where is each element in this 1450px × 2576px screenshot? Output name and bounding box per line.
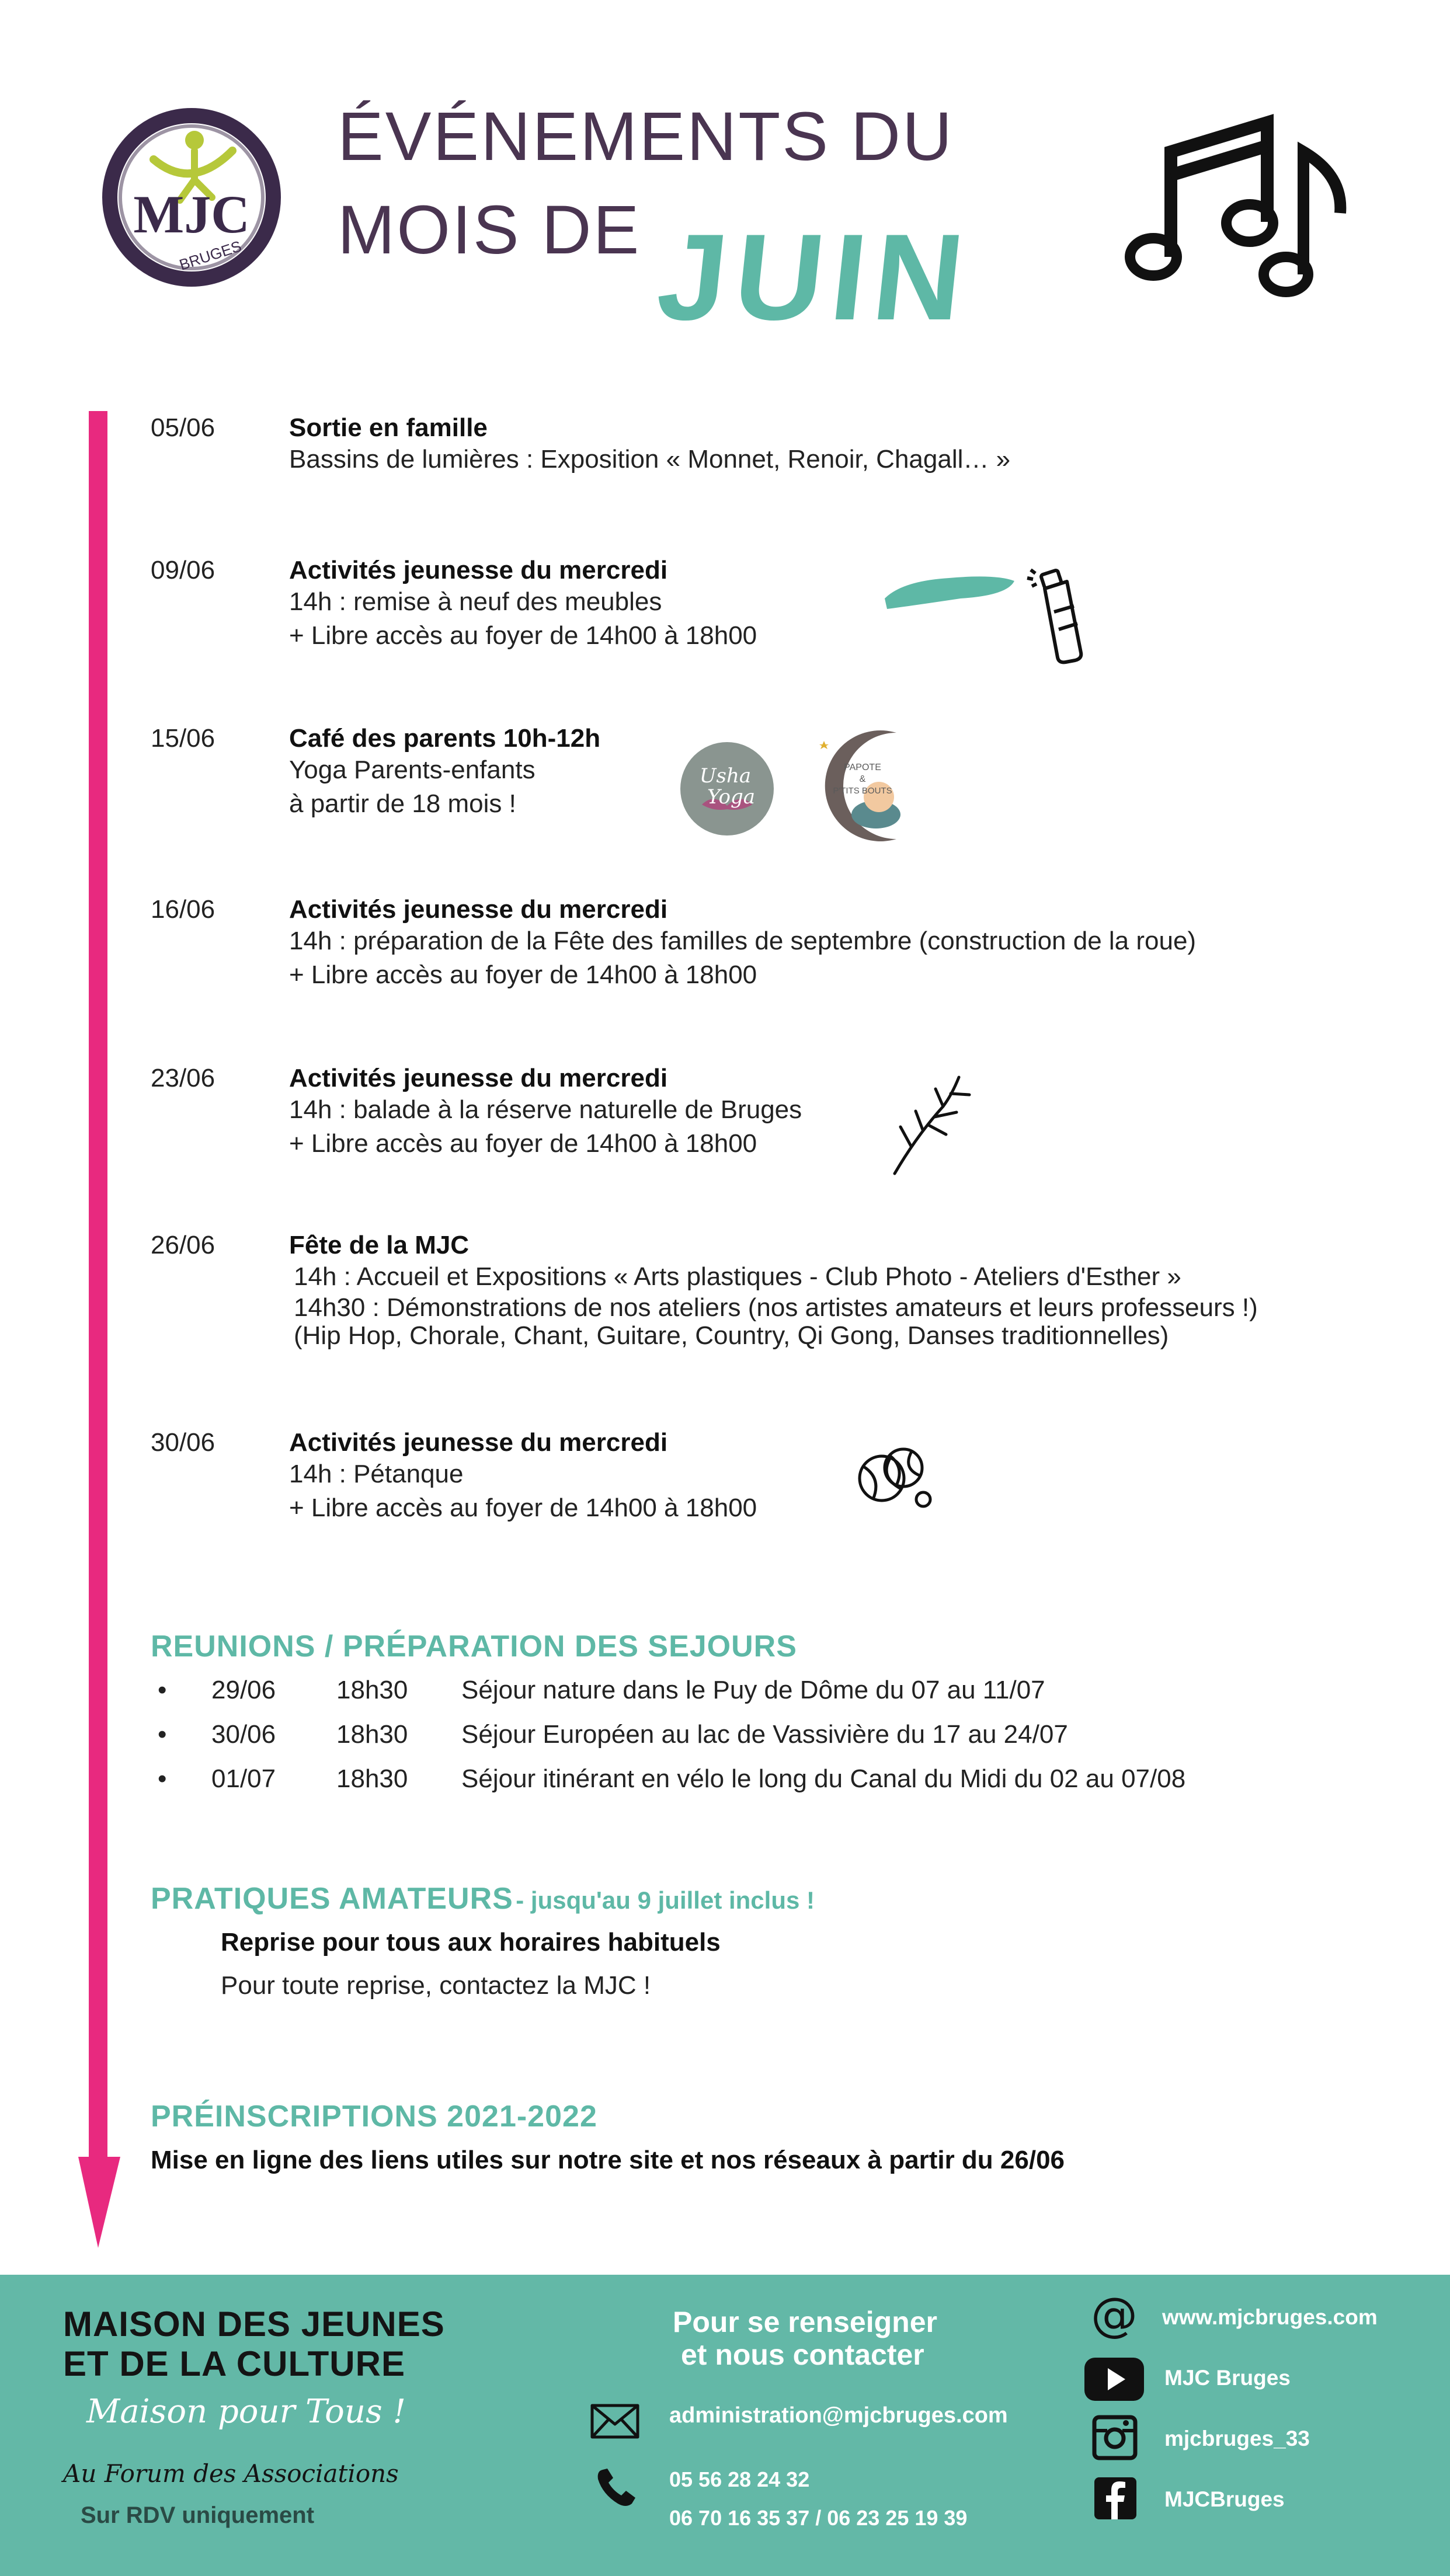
footer-facebook[interactable]: MJCBruges	[1164, 2487, 1285, 2511]
preinscriptions-title: PRÉINSCRIPTIONS 2021-2022	[151, 2100, 597, 2133]
footer-instagram[interactable]: mjcbruges_33	[1164, 2427, 1310, 2450]
event-0506-body	[289, 413, 1010, 476]
reunion-date: 29/06	[211, 1676, 276, 1704]
event-line: + Libre accès au foyer de 14h00 à 18h00	[289, 1129, 757, 1158]
reunions-list	[158, 1676, 1355, 1809]
event-title: Sortie en famille	[289, 413, 488, 442]
music-notes-icon	[1121, 88, 1355, 309]
paint-brush-stroke-icon	[879, 563, 1019, 616]
event-line: 14h : préparation de la Fête des familles de septembre (construction de la roue)	[289, 927, 1197, 955]
bullet-dot: •	[158, 1676, 167, 1704]
footer-youtube[interactable]: MJC Bruges	[1164, 2366, 1291, 2390]
reunion-time: 18h30	[336, 1676, 408, 1704]
event-line: + Libre accès au foyer de 14h00 à 18h00	[289, 1494, 757, 1522]
footer-website[interactable]: www.mjcbruges.com	[1162, 2305, 1378, 2329]
instagram-icon	[1092, 2415, 1138, 2460]
event-1606-body	[289, 895, 1196, 992]
reunion-text: Séjour nature dans le Puy de Dôme du 07 au 11/07	[461, 1676, 1045, 1704]
phone-icon	[594, 2467, 637, 2509]
youtube-icon	[1083, 2356, 1145, 2402]
event-date: 26/06	[151, 1231, 215, 1259]
event-title: Fête de la MJC	[289, 1231, 470, 1259]
branch-icon	[888, 1071, 975, 1176]
papote-ptits-bouts-logo	[809, 727, 937, 847]
event-2306-body	[289, 1064, 802, 1161]
event-line: 14h : remise à neuf des meubles	[289, 587, 662, 616]
event-date: 23/06	[151, 1064, 215, 1092]
footer-rdv: Sur RDV uniquement	[81, 2502, 315, 2528]
event-line: (Hip Hop, Chorale, Chant, Guitare, Country, Qi Gong, Danses traditionnelles)	[294, 1321, 1169, 1350]
footer-name-line2: ET DE LA CULTURE	[63, 2344, 405, 2383]
usha-yoga-logo	[679, 740, 776, 837]
event-0906-body	[289, 556, 757, 653]
event-date: 30/06	[151, 1428, 215, 1457]
event-date: 16/06	[151, 895, 215, 924]
petanque-balls-icon	[856, 1442, 934, 1512]
svg-text:PAPOTE: PAPOTE	[844, 763, 881, 772]
svg-text:Usha: Usha	[699, 764, 752, 788]
event-title: Activités jeunesse du mercredi	[289, 895, 668, 924]
reunion-date: 30/06	[211, 1720, 276, 1749]
event-title: Activités jeunesse du mercredi	[289, 1428, 668, 1457]
svg-text:MJC: MJC	[133, 185, 250, 244]
event-1506-body	[289, 724, 600, 821]
event-date: 15/06	[151, 724, 215, 753]
contact-title-line1: Pour se renseigner	[673, 2306, 937, 2338]
reunion-text: Séjour itinérant en vélo le long du Canal du Midi du 02 au 07/08	[461, 1764, 1186, 1793]
svg-text:BRUGES: BRUGES	[177, 237, 244, 274]
month-title: JUIN	[651, 208, 978, 346]
page-title-line1: ÉVÉNEMENTS DU	[338, 98, 954, 175]
event-line: 14h : Pétanque	[289, 1460, 464, 1488]
pratiques-title: PRATIQUES AMATEURS	[151, 1882, 513, 1916]
list-item	[158, 1676, 1355, 1720]
bullet-dot: •	[158, 1764, 167, 1793]
event-title: Activités jeunesse du mercredi	[289, 556, 668, 584]
reunion-time: 18h30	[336, 1764, 408, 1793]
event-line: + Libre accès au foyer de 14h00 à 18h00	[289, 621, 757, 650]
list-item	[158, 1764, 1355, 1809]
event-line: + Libre accès au foyer de 14h00 à 18h00	[289, 960, 757, 989]
list-item	[158, 1720, 1355, 1764]
reunions-title: REUNIONS / PRÉPARATION DES SEJOURS	[151, 1630, 797, 1663]
timeline-arrow	[76, 411, 123, 2250]
reunion-text: Séjour Européen au lac de Vassivière du 17 au 24/07	[461, 1720, 1068, 1749]
footer-phone2[interactable]: 06 70 16 35 37 / 06 23 25 19 39	[669, 2506, 968, 2530]
footer-motto: Maison pour Tous !	[86, 2393, 406, 2431]
event-line: Bassins de lumières : Exposition « Monnet, Renoir, Chagall… »	[289, 445, 1011, 474]
preinscriptions-text: Mise en ligne des liens utiles sur notre site et nos réseaux à partir du 26/06	[151, 2146, 1065, 2174]
event-title: Activités jeunesse du mercredi	[289, 1064, 668, 1092]
event-date: 05/06	[151, 413, 215, 442]
footer-name-line1: MAISON DES JEUNES	[63, 2305, 445, 2344]
svg-text:Yoga: Yoga	[707, 785, 755, 809]
event-title: Café des parents 10h-12h	[289, 724, 601, 753]
reunion-time: 18h30	[336, 1720, 408, 1749]
bullet-dot: •	[158, 1720, 167, 1749]
event-line: 14h30 : Démonstrations de nos ateliers (nos artistes amateurs et leurs professeurs !)	[294, 1293, 1258, 1322]
svg-text:&: &	[859, 774, 866, 784]
event-3006-body	[289, 1428, 757, 1525]
event-2606-body	[289, 1231, 1258, 1350]
svg-text:@: @	[1091, 2292, 1138, 2339]
footer	[0, 2275, 1450, 2576]
water-bottle-icon	[1025, 565, 1095, 664]
event-0506	[151, 413, 215, 443]
footer-email[interactable]: administration@mjcbruges.com	[669, 2403, 1008, 2428]
contact-title-line2: et nous contacter	[681, 2338, 924, 2371]
event-line: à partir de 18 mois !	[289, 789, 516, 818]
footer-location: Au Forum des Associations	[63, 2459, 399, 2488]
event-line: 14h : balade à la réserve naturelle de Bruges	[289, 1095, 802, 1124]
pratiques-line2: Pour toute reprise, contactez la MJC !	[221, 1971, 651, 2000]
event-line: 14h : Accueil et Expositions « Arts plastiques - Club Photo - Ateliers d'Esther »	[294, 1262, 1181, 1291]
facebook-icon	[1093, 2476, 1138, 2521]
reunion-date: 01/07	[211, 1764, 276, 1793]
mjc-logo	[98, 104, 285, 291]
envelope-icon	[590, 2402, 640, 2441]
pratiques-line1: Reprise pour tous aux horaires habituels	[221, 1928, 721, 1957]
svg-text:P'TITS BOUTS: P'TITS BOUTS	[833, 786, 892, 796]
footer-phone1[interactable]: 05 56 28 24 32	[669, 2467, 810, 2491]
at-sign-icon	[1091, 2292, 1138, 2339]
pratiques-heading	[151, 1881, 815, 1916]
pratiques-subtitle: - jusqu'au 9 juillet inclus !	[516, 1886, 815, 1914]
event-line: Yoga Parents-enfants	[289, 756, 536, 784]
page-title-line2: MOIS DE	[338, 192, 641, 269]
event-date: 09/06	[151, 556, 215, 584]
